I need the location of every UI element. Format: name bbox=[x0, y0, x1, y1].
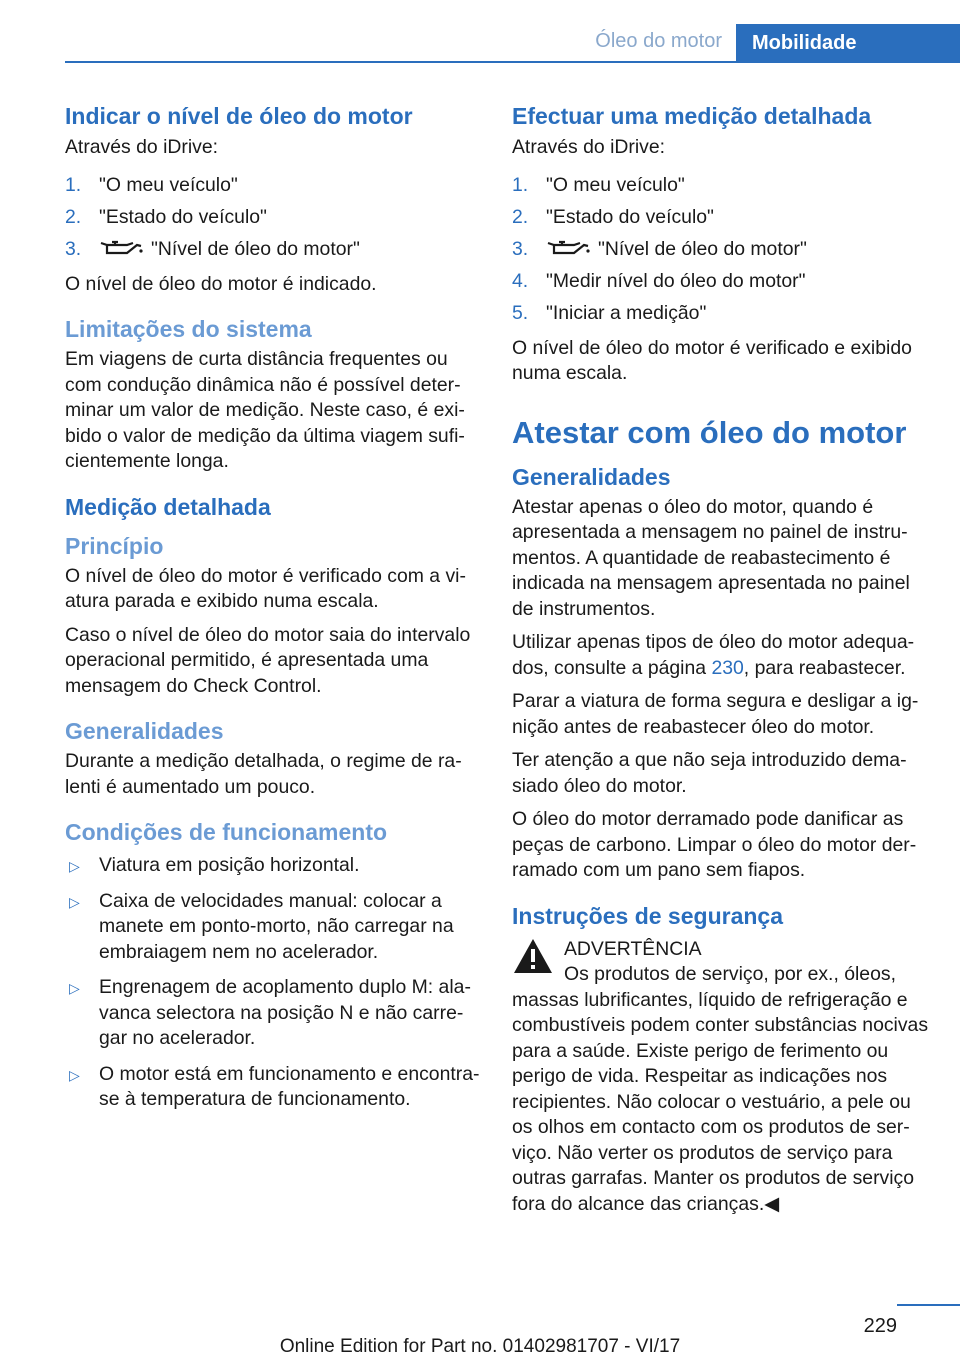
footer-edition: Online Edition for Part no. 01402981707 - VI/17 bbox=[279, 1336, 681, 1357]
left-column bbox=[65, 102, 481, 1123]
steps-list bbox=[512, 169, 932, 329]
step-number: 1. bbox=[65, 173, 82, 196]
steps-list bbox=[65, 169, 481, 265]
bullet-triangle-icon: ▷ bbox=[69, 893, 80, 910]
step-number: 3. bbox=[512, 237, 529, 260]
heading-atestar: Atestar com óleo do motor bbox=[512, 414, 907, 450]
list-item: ▷ Caixa de velocidades manual: colocar a manete em ponto-morto, não carregar na embraiagem nem no acelerador. bbox=[69, 889, 454, 963]
footer-rule bbox=[897, 1304, 960, 1306]
limit-text: Em viagens de curta distância frequentes ou com condução dinâmica não é possível determinar um valor de medição. Neste caso, é exibido o valor de medição da última viagem suficientemente longa. bbox=[65, 348, 465, 472]
oil-can-icon bbox=[546, 239, 590, 259]
list-item: ▷ Engrenagem de acoplamento duplo M: alavanca selectora na posição N e não carregar no acelerador. bbox=[69, 976, 471, 1049]
list-item: ▷ O motor está em funcionamento e encontra-se à temperatura de funcionamento. bbox=[69, 1062, 480, 1110]
heading-condicoes: Condições de funcionamento bbox=[65, 819, 388, 845]
step-text: "Estado do veículo" bbox=[99, 205, 267, 228]
header-chapter-tab: Mobilidade bbox=[736, 24, 960, 63]
via-idrive: Através do iDrive: bbox=[65, 136, 219, 158]
list-item bbox=[65, 201, 481, 233]
step-number: 2. bbox=[65, 205, 82, 228]
atestar-text-3: Parar a viatura de forma segura e desligar a ignição antes de reabastecer óleo do motor. bbox=[512, 690, 919, 738]
warning-title: ADVERTÊNCIA bbox=[564, 937, 702, 960]
heading-generalidades-atestar: Generalidades bbox=[512, 463, 671, 490]
list-item bbox=[512, 297, 932, 329]
step-text: "Nível de óleo do motor" bbox=[598, 237, 807, 260]
heading-generalidades: Generalidades bbox=[65, 718, 224, 744]
bullet-triangle-icon: ▷ bbox=[69, 980, 80, 996]
step-number: 5. bbox=[512, 301, 529, 324]
atestar-text-4: Ter atenção a que não seja introduzido demasiado óleo do motor. bbox=[512, 749, 907, 797]
warning-triangle-icon bbox=[512, 937, 554, 975]
warning-block bbox=[512, 937, 932, 988]
list-item bbox=[512, 201, 932, 233]
heading-indicar: Indicar o nível de óleo do motor bbox=[65, 103, 413, 129]
list-item: ▷ Viatura em posição horizontal. bbox=[65, 853, 481, 879]
verified-text: O nível de óleo do motor é verificado e exibido numa escala. bbox=[512, 336, 912, 384]
page-number: 229 bbox=[863, 1315, 897, 1337]
principio-text-2: Caso o nível de óleo do motor saia do intervalo operacional permitido, é apresentada uma mensagem do Check Control. bbox=[65, 623, 471, 697]
heading-efectuar: Efectuar uma medição detalhada bbox=[512, 103, 872, 129]
page-link[interactable]: 230 bbox=[711, 656, 744, 679]
conditions-list bbox=[65, 853, 481, 1113]
bullet-triangle-icon: ▷ bbox=[69, 858, 80, 874]
list-item bbox=[512, 169, 932, 201]
step-number: 3. bbox=[65, 237, 82, 260]
step-text: "O meu veículo" bbox=[99, 173, 238, 196]
warning-line-1: Os produtos de serviço, por ex., óleos, bbox=[564, 963, 896, 985]
atestar-text-1: Atestar apenas o óleo do motor, quando é apresentada a mensagem no painel de instrumentos. A quantidade de reabastecimento é indicada na mensagem apresentada no painel de instrumentos. bbox=[512, 495, 910, 620]
warning-text: massas lubrificantes, líquido de refrigeração e combustíveis podem conter substâncias nocivas para a saúde. Existe perigo de ferimento ou perigo de vida. Respeitar as indicações nos recipientes. Não colocar o vestuário, a pele ou os olhos em contacto com os produtos de serviço. Não verter os produtos de serviço para outras garrafas. Manter os produtos de serviço fora do alcance das crianças.◀ bbox=[512, 988, 929, 1215]
atestar-text-5: O óleo do motor derramado pode danificar as peças de carbono. Limpar o óleo do motor derramado com um pano sem fiapos. bbox=[512, 808, 917, 881]
step-text: "O meu veículo" bbox=[546, 173, 685, 196]
list-item bbox=[65, 233, 481, 265]
heading-limitacoes: Limitações do sistema bbox=[65, 316, 312, 342]
step-number: 1. bbox=[512, 173, 529, 196]
principio-text-1: O nível de óleo do motor é verificado com a viatura parada e exibido numa escala. bbox=[65, 564, 466, 612]
step-text: "Estado do veículo" bbox=[546, 205, 714, 228]
header-rule bbox=[65, 61, 960, 63]
oil-can-icon bbox=[99, 239, 143, 259]
step-number: 4. bbox=[512, 269, 529, 292]
header-section-title: Óleo do motor bbox=[595, 30, 722, 52]
list-item bbox=[65, 169, 481, 201]
right-column bbox=[512, 102, 932, 1225]
bullet-triangle-icon: ▷ bbox=[69, 1066, 80, 1083]
atestar-text-2: Utilizar apenas tipos de óleo do motor adequados, consulte a página 230, para reabastecer. bbox=[512, 631, 915, 679]
list-item bbox=[512, 233, 932, 265]
heading-seguranca: Instruções de segurança bbox=[512, 902, 783, 929]
heading-principio: Princípio bbox=[65, 532, 164, 559]
step-text: "Nível de óleo do motor" bbox=[151, 237, 360, 260]
step-text: "Medir nível do óleo do motor" bbox=[546, 269, 806, 292]
via-idrive: Através do iDrive: bbox=[512, 136, 666, 158]
generalidades-text: Durante a medição detalhada, o regime de ralenti é aumentado um pouco. bbox=[65, 750, 462, 798]
step-text: "Iniciar a medição" bbox=[546, 301, 707, 324]
list-item bbox=[512, 265, 932, 297]
heading-medicao: Medição detalhada bbox=[65, 493, 271, 520]
step-number: 2. bbox=[512, 205, 529, 228]
indicated-text: O nível de óleo do motor é indicado. bbox=[65, 272, 377, 295]
